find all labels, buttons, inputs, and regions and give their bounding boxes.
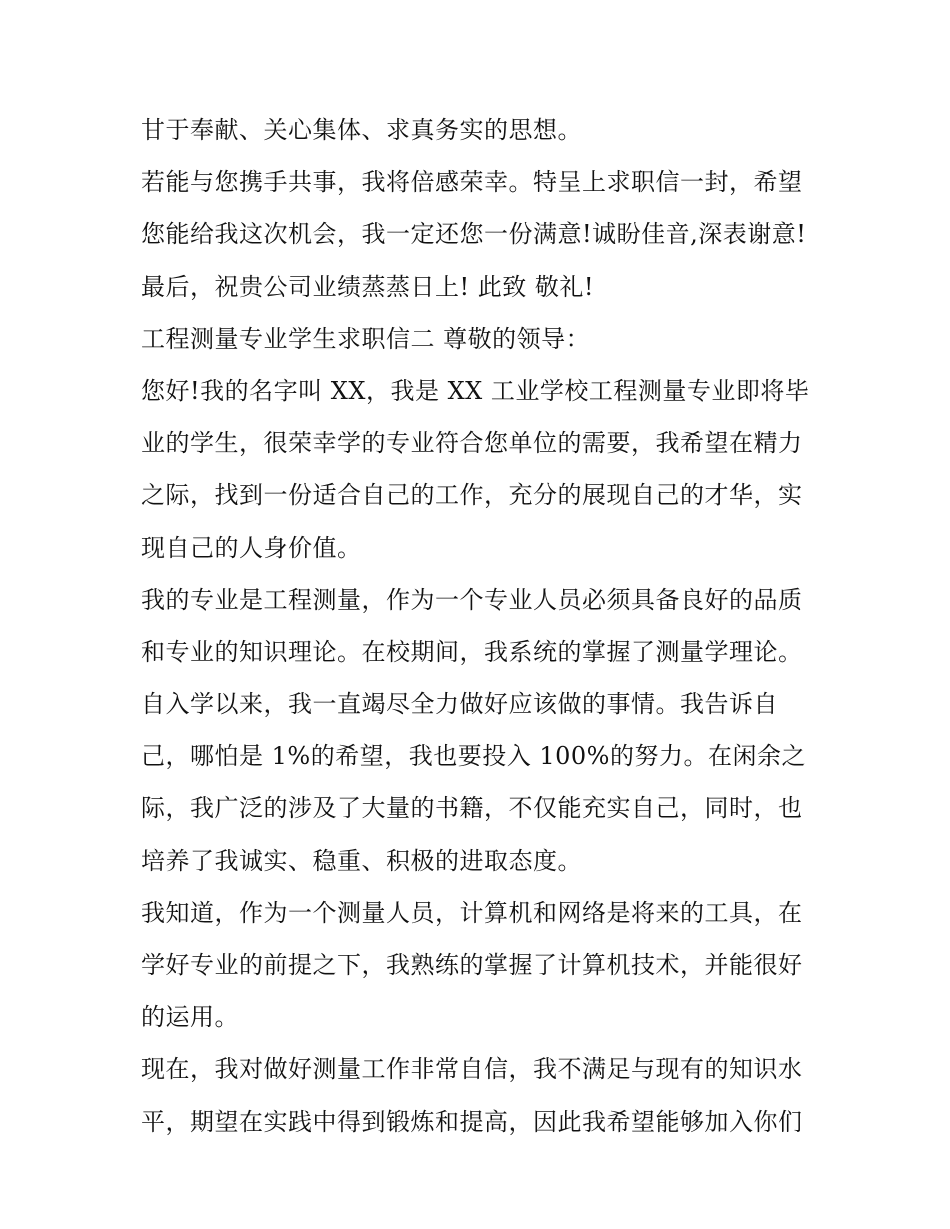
text-line: 您能给我这次机会，我一定还您一份满意!诚盼佳音,深表谢意! <box>141 220 807 249</box>
text-line: 之际，找到一份适合自己的工作，充分的展现自己的才华，实 <box>141 481 803 510</box>
text-line: 和专业的知识理论。在校期间，我系统的掌握了测量学理论。 <box>141 637 803 666</box>
text-line: 培养了我诚实、稳重、积极的进取态度。 <box>141 846 582 875</box>
text-line: 您好!我的名字叫 XX，我是 XX 工业学校工程测量专业即将毕 <box>141 376 810 405</box>
text-line: 现在，我对做好测量工作非常自信，我不满足与现有的知识水 <box>141 1055 803 1084</box>
text-line: 的运用。 <box>141 1003 239 1032</box>
text-line: 己，哪怕是 1%的希望，我也要投入 100%的努力。在闲余之 <box>141 742 806 771</box>
letter-body <box>141 110 821 1154</box>
text-line: 业的学生，很荣幸学的专业符合您单位的需要，我希望在精力 <box>141 429 803 458</box>
text-line: 我知道，作为一个测量人员，计算机和网络是将来的工具，在 <box>141 898 803 927</box>
text-line: 我的专业是工程测量，作为一个专业人员必须具备良好的品质 <box>141 585 803 614</box>
text-line: 甘于奉献、关心集体、求真务实的思想。 <box>141 116 582 144</box>
text-line: 最后，祝贵公司业绩蒸蒸日上! 此致 敬礼! <box>141 272 595 301</box>
text-line: 若能与您携手共事，我将倍感荣幸。特呈上求职信一封，希望 <box>141 168 803 197</box>
text-line: 自入学以来，我一直竭尽全力做好应该做的事情。我告诉自 <box>141 690 778 719</box>
text-line: 平，期望在实践中得到锻炼和提高，因此我希望能够加入你们 <box>141 1107 803 1136</box>
text-line: 现自己的人身价值。 <box>141 533 362 562</box>
section-heading-line: 工程测量专业学生求职信二 尊敬的领导： <box>141 324 591 353</box>
text-line: 学好专业的前提之下，我熟练的掌握了计算机技术，并能很好 <box>141 951 803 979</box>
text-line: 际，我广泛的涉及了大量的书籍，不仅能充实自己，同时，也 <box>141 794 803 823</box>
